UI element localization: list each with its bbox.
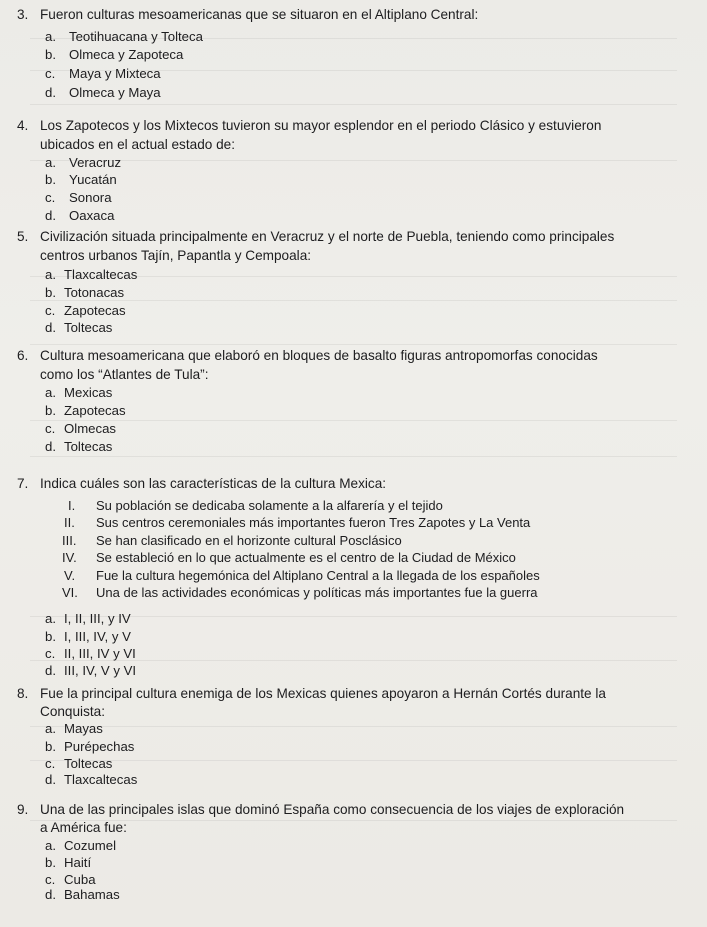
- statement-text: Fue la cultura hegemónica del Altiplano Central a la llegada de los españoles: [96, 568, 540, 583]
- option-letter: b.: [45, 47, 56, 62]
- option-text: Yucatán: [69, 172, 117, 187]
- option-letter: c.: [45, 190, 56, 205]
- option-letter: d.: [45, 772, 56, 787]
- option-text: III, IV, V y VI: [64, 663, 137, 678]
- option-text: Totonacas: [64, 285, 125, 300]
- option-text: Olmecas: [64, 421, 117, 436]
- question-number: 6.: [17, 348, 29, 363]
- option-letter: a.: [45, 155, 56, 170]
- option-text: Haití: [64, 855, 92, 870]
- paper-line: [30, 760, 677, 761]
- option-letter: b.: [45, 629, 56, 644]
- option-letter: b.: [45, 855, 56, 870]
- paper-line: [30, 104, 677, 105]
- statement-text: Una de las actividades económicas y políticas más importantes fue la guerra: [96, 585, 538, 600]
- option-text: II, III, IV y VI: [64, 646, 136, 661]
- option-text: Toltecas: [64, 756, 113, 771]
- question-stem: como los “Atlantes de Tula”:: [40, 367, 209, 382]
- option-text: Olmeca y Maya: [69, 85, 161, 100]
- option-text: Tlaxcaltecas: [64, 267, 138, 282]
- paper-line: [30, 820, 677, 821]
- option-letter: a.: [45, 838, 56, 853]
- option-letter: c.: [45, 872, 56, 887]
- question-number: 9.: [17, 802, 29, 817]
- statement-numeral: IV.: [62, 550, 77, 565]
- question-stem: Fueron culturas mesoamericanas que se situaron en el Altiplano Central:: [40, 7, 479, 22]
- question-stem: ubicados en el actual estado de:: [40, 137, 235, 152]
- question-number: 5.: [17, 229, 29, 244]
- option-text: Bahamas: [64, 887, 120, 902]
- question-number: 3.: [17, 7, 29, 22]
- option-letter: b.: [45, 285, 56, 300]
- statement-text: Su población se dedicaba solamente a la alfarería y el tejido: [96, 498, 443, 513]
- statement-text: Se han clasificado en el horizonte cultural Posclásico: [96, 533, 402, 548]
- option-text: Cuba: [64, 872, 96, 887]
- question-stem: Una de las principales islas que dominó España como consecuencia de los viajes de exploración: [40, 802, 625, 817]
- option-text: I, III, IV, y V: [64, 629, 131, 644]
- question-stem: Conquista:: [40, 704, 105, 719]
- option-letter: c.: [45, 646, 56, 661]
- question-stem: Los Zapotecos y los Mixtecos tuvieron su mayor esplendor en el periodo Clásico y estuvieron: [40, 118, 602, 133]
- question-number: 7.: [17, 476, 29, 491]
- option-letter: c.: [45, 303, 56, 318]
- option-letter: a.: [45, 385, 56, 400]
- statement-numeral: VI.: [62, 585, 78, 600]
- option-text: Purépechas: [64, 739, 135, 754]
- option-letter: b.: [45, 739, 56, 754]
- option-text: Zapotecas: [64, 303, 126, 318]
- question-stem: Civilización situada principalmente en Veracruz y el norte de Puebla, teniendo como principales: [40, 229, 615, 244]
- statement-text: Se estableció en lo que actualmente es el centro de la Ciudad de México: [96, 550, 516, 565]
- paper-line: [30, 456, 677, 457]
- option-text: Toltecas: [64, 439, 113, 454]
- option-text: Tlaxcaltecas: [64, 772, 138, 787]
- option-letter: c.: [45, 756, 56, 771]
- option-text: Oaxaca: [69, 208, 115, 223]
- option-letter: d.: [45, 439, 56, 454]
- option-text: Maya y Mixteca: [69, 66, 161, 81]
- statement-numeral: III.: [62, 533, 77, 548]
- question-stem: Cultura mesoamericana que elaboró en bloques de basalto figuras antropomorfas conocidas: [40, 348, 598, 363]
- question-stem: a América fue:: [40, 820, 127, 835]
- option-text: I, II, III, y IV: [64, 611, 131, 626]
- statement-numeral: II.: [64, 515, 75, 530]
- option-letter: a.: [45, 721, 56, 736]
- option-letter: d.: [45, 208, 56, 223]
- option-text: Veracruz: [69, 155, 122, 170]
- paper-line: [30, 726, 677, 727]
- option-text: Olmeca y Zapoteca: [69, 47, 184, 62]
- statement-numeral: V.: [64, 568, 76, 583]
- paper-line: [30, 160, 677, 161]
- question-stem: centros urbanos Tajín, Papantla y Cempoala:: [40, 248, 312, 263]
- option-letter: b.: [45, 403, 56, 418]
- statement-text: Sus centros ceremoniales más importantes fueron Tres Zapotes y La Venta: [96, 515, 531, 530]
- option-letter: d.: [45, 887, 56, 902]
- option-text: Mexicas: [64, 385, 113, 400]
- option-letter: d.: [45, 320, 56, 335]
- option-letter: d.: [45, 85, 56, 100]
- option-text: Mayas: [64, 721, 103, 736]
- option-text: Teotihuacana y Tolteca: [69, 29, 203, 44]
- question-number: 8.: [17, 686, 29, 701]
- option-letter: a.: [45, 29, 56, 44]
- option-letter: c.: [45, 66, 56, 81]
- option-text: Zapotecas: [64, 403, 126, 418]
- question-number: 4.: [17, 118, 29, 133]
- paper-line: [30, 344, 677, 345]
- question-stem: Fue la principal cultura enemiga de los Mexicas quienes apoyaron a Hernán Cortés durante la: [40, 686, 606, 701]
- paper-line: [30, 300, 677, 301]
- paper-line: [30, 420, 677, 421]
- option-text: Sonora: [69, 190, 112, 205]
- option-letter: a.: [45, 611, 56, 626]
- statement-numeral: I.: [68, 498, 76, 513]
- option-letter: a.: [45, 267, 56, 282]
- option-letter: c.: [45, 421, 56, 436]
- option-letter: b.: [45, 172, 56, 187]
- option-text: Cozumel: [64, 838, 117, 853]
- question-stem: Indica cuáles son las características de la cultura Mexica:: [40, 476, 387, 491]
- option-text: Toltecas: [64, 320, 113, 335]
- option-letter: d.: [45, 663, 56, 678]
